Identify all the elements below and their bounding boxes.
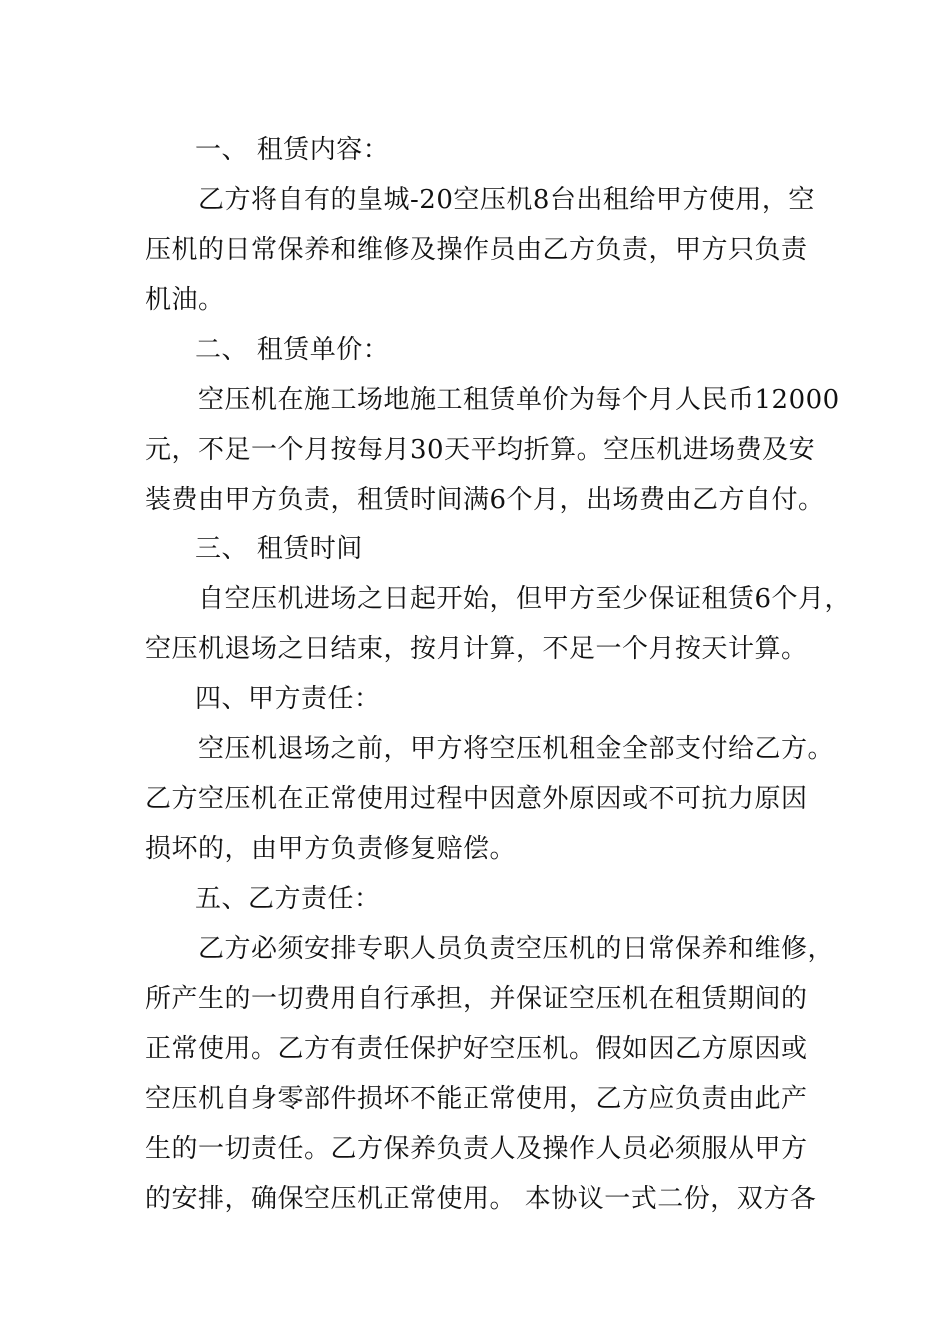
section-heading-party-b: 五、乙方责任：: [195, 884, 381, 914]
paragraph-line: 装费由甲方负责，租赁时间满6个月，出场费由乙方自付。: [145, 485, 825, 515]
paragraph-line: 空压机在施工场地施工租赁单价为每个月人民币12000: [198, 385, 840, 415]
paragraph-line: 生的一切责任。乙方保养负责人及操作人员必须服从甲方: [145, 1134, 808, 1164]
paragraph-line: 的安排，确保空压机正常使用。 本协议一式二份，双方各: [145, 1184, 817, 1214]
paragraph-line: 所产生的一切费用自行承担，并保证空压机在租赁期间的: [145, 984, 808, 1014]
paragraph-line: 损坏的，由甲方负责修复赔偿。: [145, 834, 517, 864]
paragraph-line: 空压机退场之前，甲方将空压机租金全部支付给乙方。: [198, 734, 835, 764]
paragraph-line: 自空压机进场之日起开始，但甲方至少保证租赁6个月，: [198, 584, 852, 614]
section-heading-rental-content: 一、 租赁内容：: [195, 135, 390, 165]
paragraph-line: 空压机自身零部件损坏不能正常使用，乙方应负责由此产: [145, 1084, 808, 1114]
paragraph-line: 元，不足一个月按每月30天平均折算。空压机进场费及安: [145, 435, 816, 465]
paragraph-line: 机油。: [145, 285, 225, 315]
section-heading-rental-time: 三、 租赁时间: [195, 534, 363, 564]
paragraph-line: 乙方空压机在正常使用过程中因意外原因或不可抗力原因: [145, 784, 808, 814]
section-heading-unit-price: 二、 租赁单价：: [195, 335, 390, 365]
paragraph-line: 压机的日常保养和维修及操作员由乙方负责，甲方只负责: [145, 235, 808, 265]
paragraph-line: 乙方必须安排专职人员负责空压机的日常保养和维修，: [198, 934, 835, 964]
section-heading-party-a: 四、甲方责任：: [195, 684, 381, 714]
paragraph-line: 乙方将自有的皇城-20空压机8台出租给甲方使用，空: [198, 185, 815, 215]
paragraph-line: 空压机退场之日结束，按月计算，不足一个月按天计算。: [145, 634, 808, 664]
paragraph-line: 正常使用。乙方有责任保护好空压机。假如因乙方原因或: [145, 1034, 808, 1064]
